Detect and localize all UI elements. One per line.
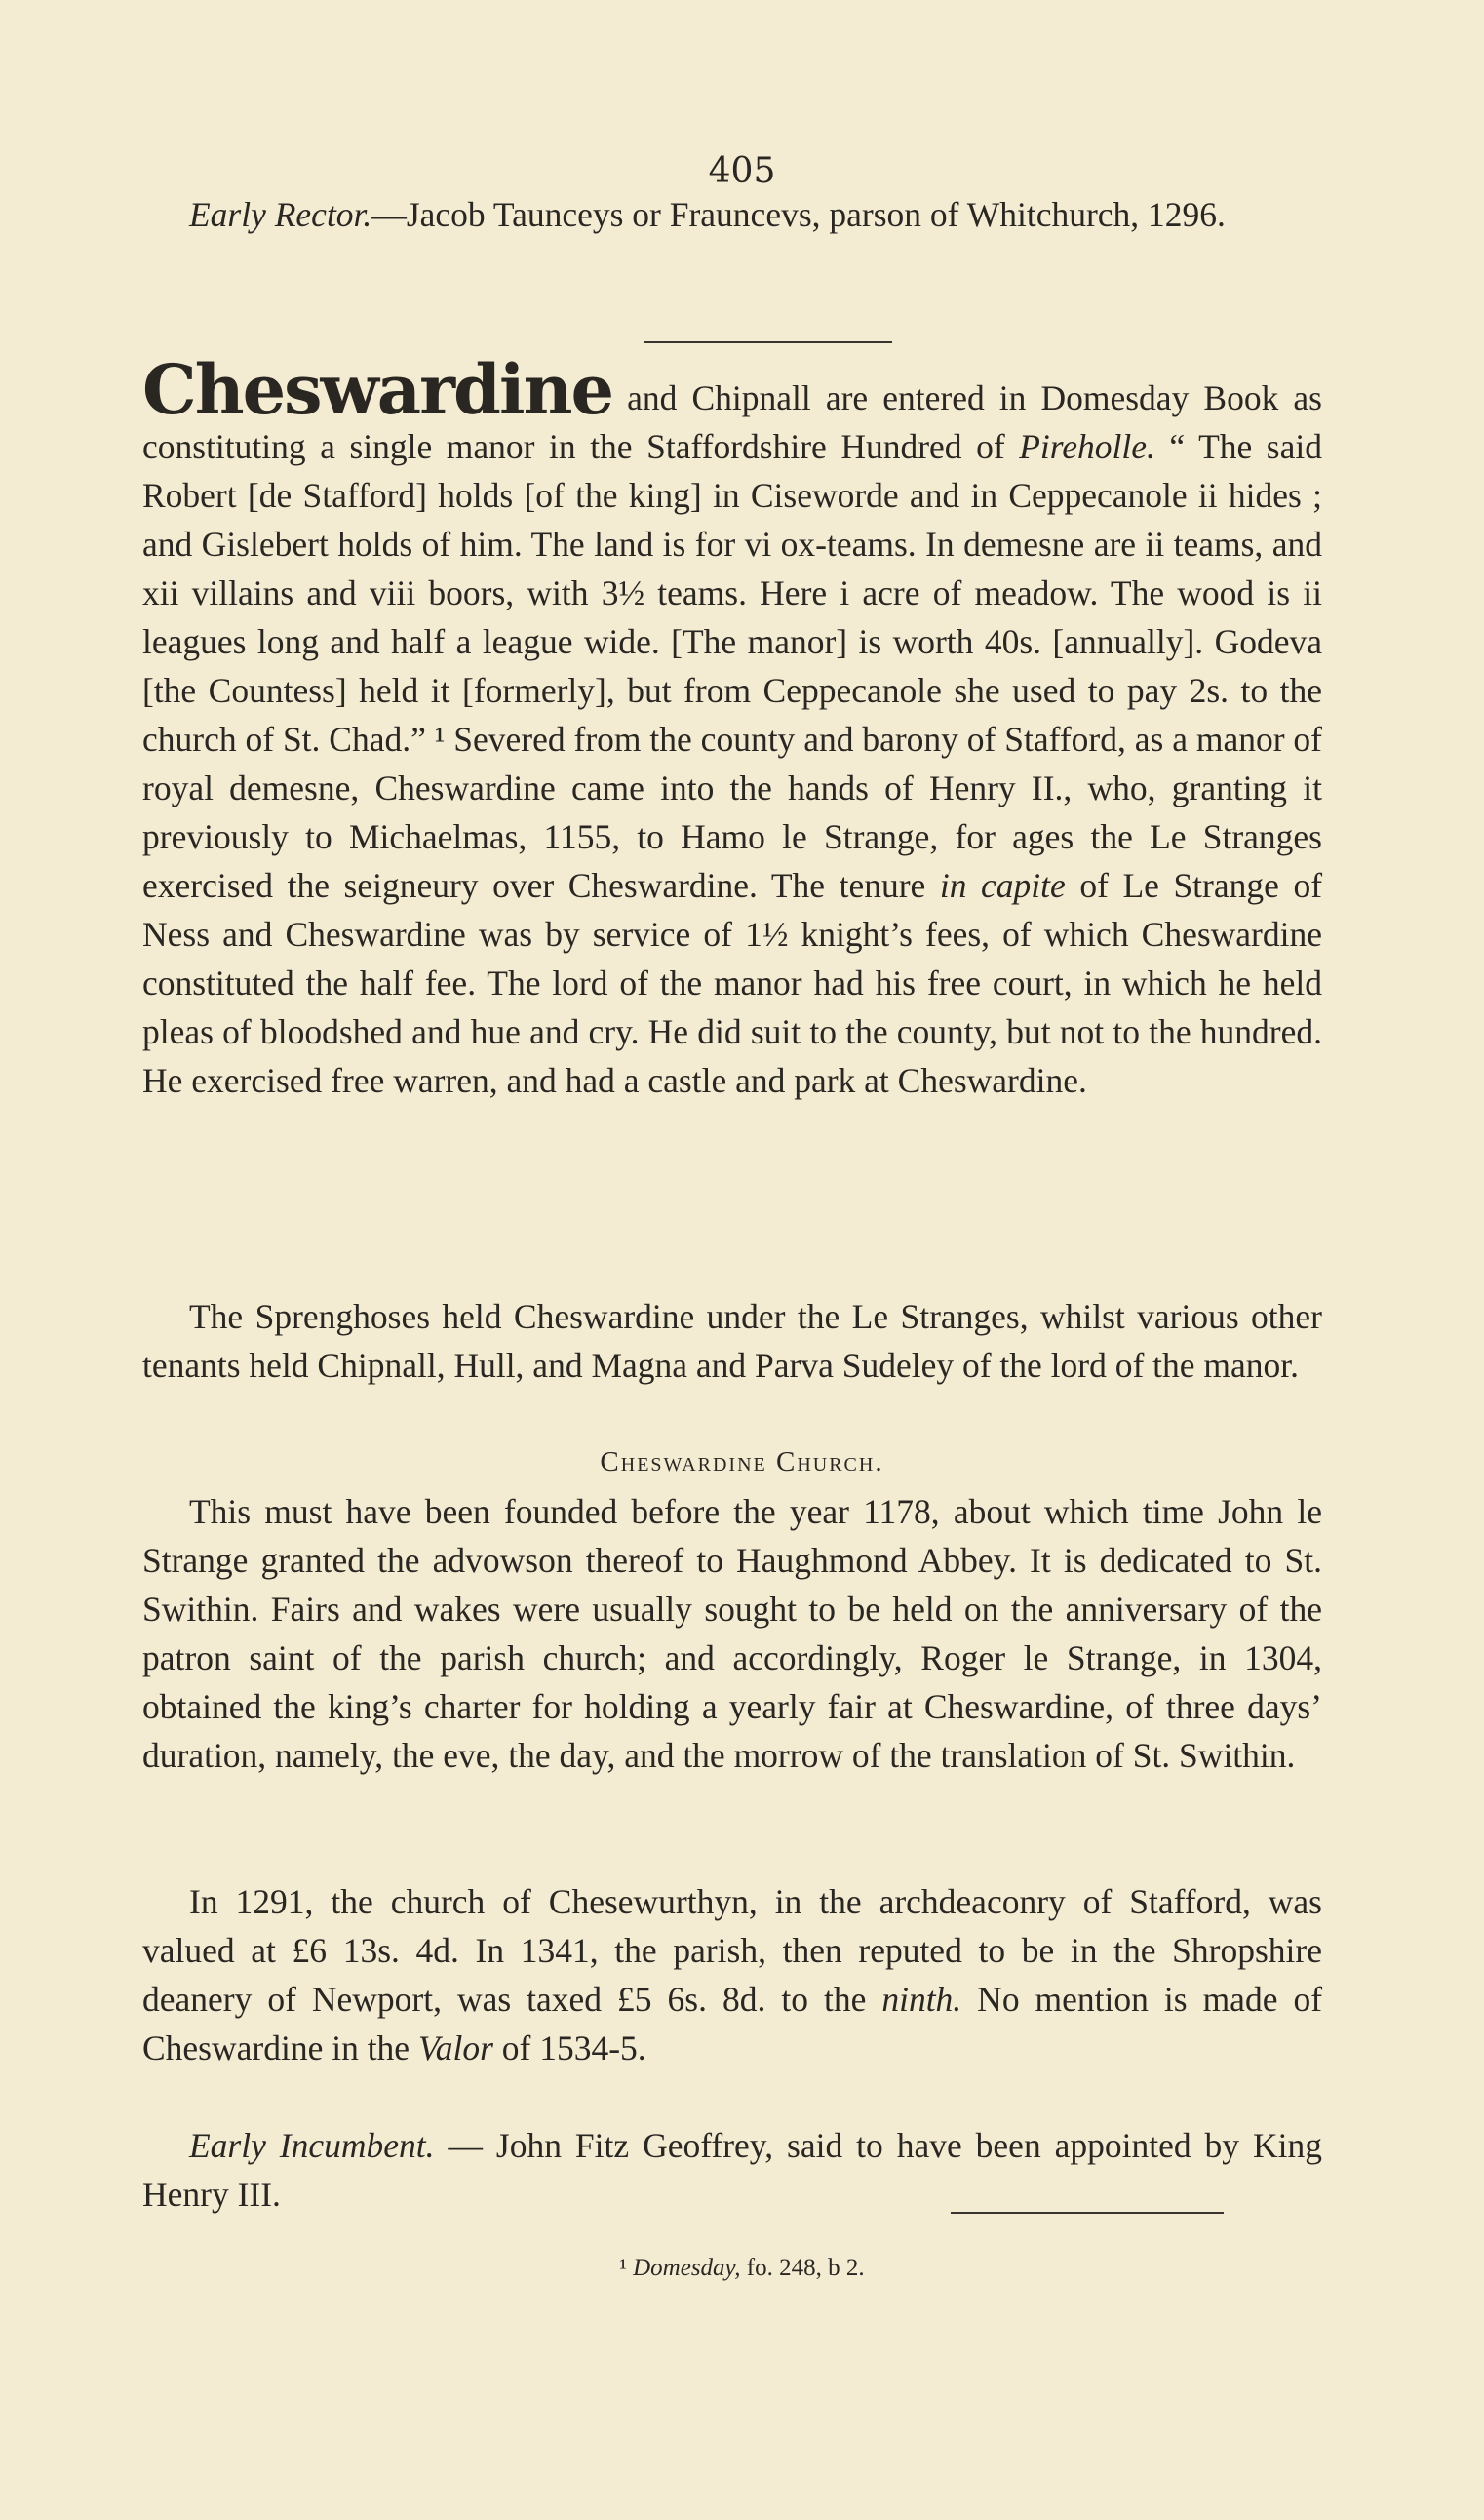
footnote-rule [951, 2212, 1224, 2214]
page-number: 405 [708, 151, 776, 191]
blackletter-initial: Cheswardine [142, 349, 613, 430]
in-capite: in capite [939, 866, 1066, 905]
early-rector-text: —Jacob Taunceys or Frauncevs, parson of Whitchurch, 1296. [371, 195, 1226, 234]
footnote-source: Domesday, [633, 2255, 741, 2281]
church-founding-paragraph: This must have been founded before the year 1178, about which time John le Strange granted the advowson thereof to Haughmond Abbey. It is dedicated to St. Swithin. Fairs and wakes were usually sought to be held on the anniversary of the patron saint of the parish church; and accordingly, Roger le Strange, in 1304, obtained the king’s charter for holding a yearly fair at Cheswardine, of three days’ duration, namely, the eve, the day, and the morrow of the translation of St. Swithin. [142, 1492, 1322, 1775]
early-rector-label: Early Rector. [189, 195, 372, 234]
early-rector-paragraph [142, 190, 1322, 239]
early-incumbent-paragraph: Early Incumbent. — John Fitz Geoffrey, said to have been appointed by King Henry III. [142, 2126, 1322, 2214]
pireholle-place: Pireholle. [1019, 427, 1155, 466]
valor-word: Valor [417, 2028, 493, 2067]
ninth-word: ninth. [881, 1980, 962, 2019]
sprenghoses-paragraph: The Sprenghoses held Cheswardine under the Le Stranges, whilst various other tenants held Chipnall, Hull, and Magna and Parva Sudeley of the lord of the manor. [142, 1297, 1322, 1385]
footnote: ¹ Domesday, fo. 248, b 2. [619, 2255, 865, 2281]
church-heading: Cheswardine Church. [600, 1446, 884, 1477]
cheswardine-manor-paragraph: Cheswardine and Chipnall are entered in Domesday Book as constituting a single manor in the Staffordshire Hundred of Pireholle. “ The said Robert [de Stafford] holds [of the king] in Ciseworde and in Ceppecanole ii hides ; and Gislebert holds of him. The land is for vi ox-teams. In demesne are ii teams, and xii villains and viii boors, with 3½ teams. Here i acre of meadow. The wood is ii leagues long and half a league wide. [The manor] is worth 40s. [annually]. Godeva [the Countess] held it [formerly], but from Ceppecanole she used to pay 2s. to the church of St. Chad.” ¹ Severed from the county and barony of Stafford, as a manor of royal demesne, Cheswardine came into the hands of Henry II., who, granting it previously to Michaelmas, 1155, to Hamo le Strange, for ages the Le Stranges exercised the seigneury over Cheswardine. The tenure in capite of Le Strange of Ness and Cheswardine was by service of 1½ knight’s fees, of which Cheswardine constituted the half fee. The lord of the manor had his free court, in which he held pleas of bloodshed and hue and cry. He did suit to the county, but not to the hundred. He exercised free warren, and had a castle and park at Cheswardine. [142, 349, 1323, 1100]
early-incumbent-label: Early Incumbent. [189, 2126, 435, 2165]
church-valuation-paragraph: In 1291, the church of Chesewurthyn, in the archdeaconry of Stafford, was valued at £6 13s. 4d. In 1341, the parish, then reputed to be in the Shropshire deanery of Newport, was taxed £5 6s. 8d. to the ninth. No mention is made of Cheswardine in the Valor of 1534-5. [142, 1882, 1323, 2067]
section-divider [644, 341, 892, 343]
